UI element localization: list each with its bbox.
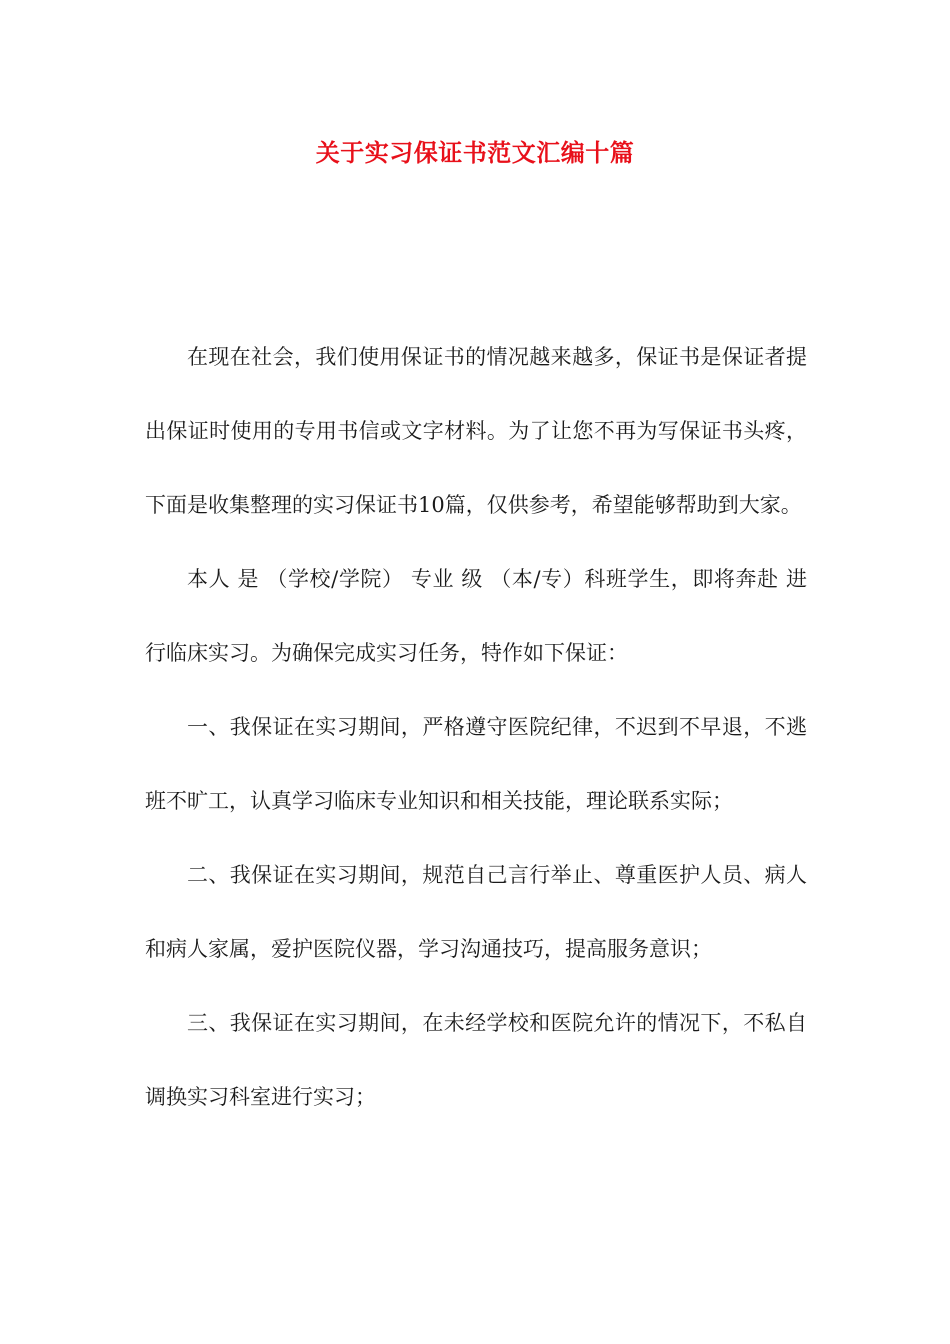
- intro-paragraph: 在现在社会，我们使用保证书的情况越来越多，保证书是保证者提出保证时使用的专用书信或文字材料。为了让您不再为写保证书头疼，下面是收集整理的实习保证书10篇，仅供参考，希望能够帮助到大家。: [145, 345, 807, 517]
- pledge-item-1: 一、我保证在实习期间，严格遵守医院纪律，不迟到不早退，不逃班不旷工，认真学习临床专业知识和相关技能，理论联系实际；: [145, 715, 807, 813]
- pledge-item-3: 三、我保证在实习期间，在未经学校和医院允许的情况下，不私自调换实习科室进行实习；: [145, 1011, 807, 1109]
- pledge-item-2: 二、我保证在实习期间，规范自己言行举止、尊重医护人员、病人和病人家属，爱护医院仪器，学习沟通技巧，提高服务意识；: [145, 863, 807, 961]
- document-title: 关于实习保证书范文汇编十篇: [315, 138, 635, 167]
- document-body: [145, 320, 807, 1134]
- statement-paragraph: 本人 是 （学校/学院） 专业 级 （本/专）科班学生，即将奔赴 进行临床实习。为确保完成实习任务，特作如下保证：: [145, 567, 807, 665]
